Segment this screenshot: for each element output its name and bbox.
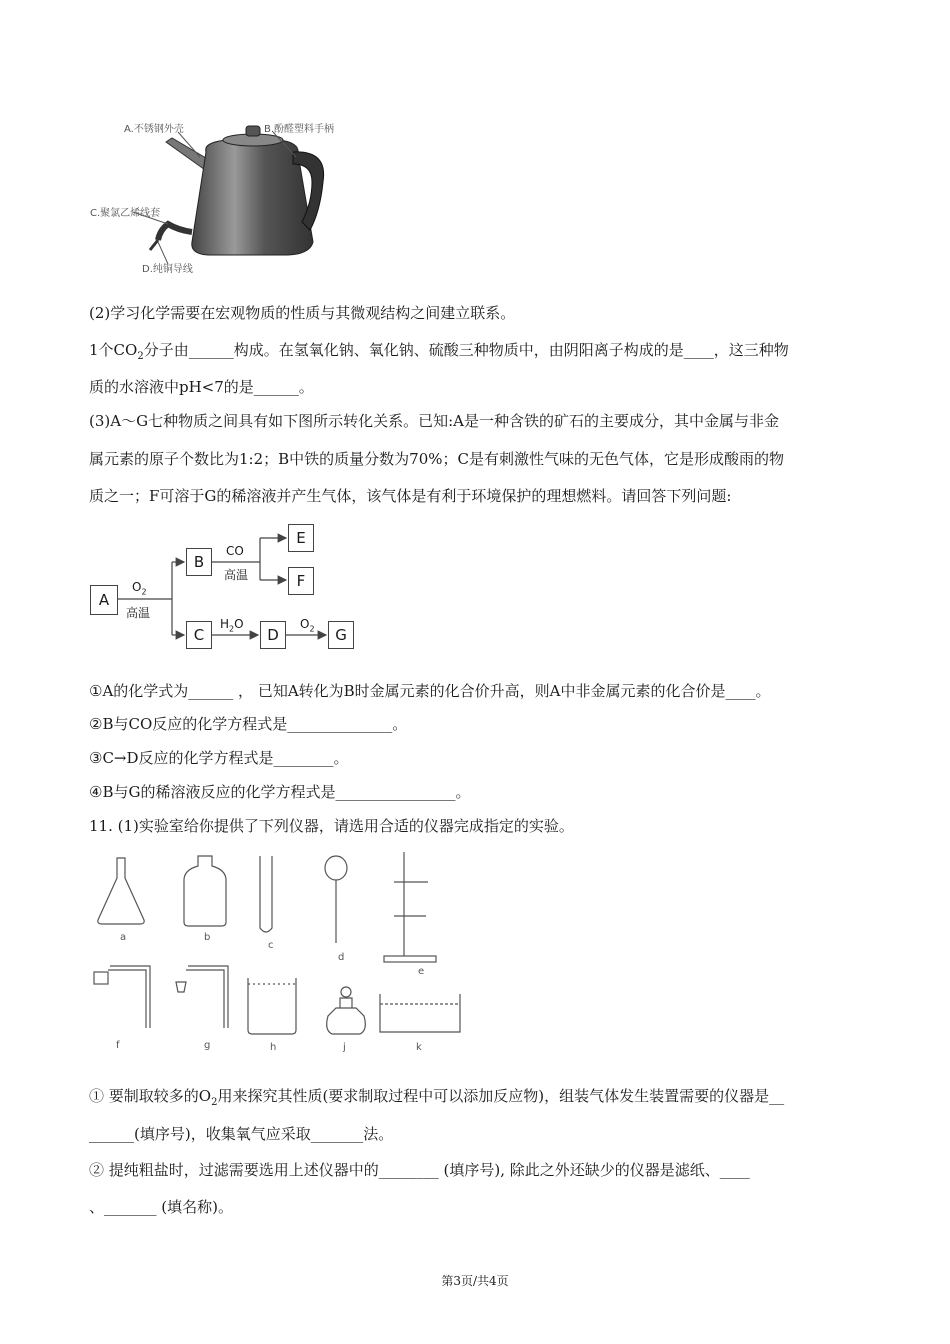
q2-line1-post: 分子由______构成。在氢氧化钠、氧化钠、硫酸三种物质中，由阴阳离子构成的是____，这三种物 bbox=[143, 341, 789, 359]
q11-part1-pre: ① 要制取较多的O bbox=[89, 1087, 212, 1105]
q11-part2: ② 提纯粗盐时，过滤需要选用上述仪器中的________ (填序号), 除此之外还缺少的仪器是滤纸、____ bbox=[89, 1161, 750, 1179]
label-high-temp-b: 高温 bbox=[224, 568, 249, 582]
label-o2-b bbox=[300, 617, 315, 633]
kettle-label-d: D.纯铜导线 bbox=[142, 264, 193, 275]
instrument-label-f: f bbox=[116, 1040, 120, 1051]
instrument-label-d: d bbox=[338, 952, 345, 963]
node-e: E bbox=[288, 524, 314, 552]
q11-part1-post: 用来探究其性质(要求制取过程中可以添加反应物)，组装气体发生装置需要的仪器是__ bbox=[217, 1087, 785, 1105]
q2-line1 bbox=[89, 340, 789, 367]
label-o2-b-sub: 2 bbox=[309, 624, 315, 634]
q11-part1-line2: ______(填序号)，收集氧气应采取_______法。 bbox=[89, 1125, 394, 1143]
q11-part2-line2: 、_______ (填名称)。 bbox=[89, 1198, 233, 1216]
kettle-label-a: A.不锈钢外壳 bbox=[124, 124, 184, 135]
q11-heading: 11. (1)实验室给你提供了下列仪器，请选用合适的仪器完成指定的实验。 bbox=[89, 817, 574, 835]
q11-part1 bbox=[89, 1086, 784, 1113]
label-co: CO bbox=[226, 544, 244, 558]
q2-line1-co2: CO bbox=[113, 341, 138, 359]
label-h2o-tail: O bbox=[234, 617, 244, 631]
instrument-label-j: j bbox=[343, 1042, 346, 1053]
kettle-label-c: C.聚氯乙烯线套 bbox=[90, 208, 161, 219]
instrument-label-e: e bbox=[418, 966, 425, 977]
kettle-figure bbox=[88, 112, 378, 282]
instrument-label-a: a bbox=[120, 932, 127, 943]
answer-2: ②B与CO反应的化学方程式是______________。 bbox=[89, 715, 408, 733]
q2-heading: (2)学习化学需要在宏观物质的性质与其微观结构之间建立联系。 bbox=[89, 304, 516, 322]
node-c: C bbox=[186, 621, 212, 649]
flow-diagram bbox=[88, 522, 368, 652]
label-high-temp-a: 高温 bbox=[126, 606, 151, 620]
label-h2o-text: H bbox=[220, 617, 230, 631]
node-a: A bbox=[90, 585, 118, 615]
page-footer: 第3页/共4页 bbox=[441, 1274, 509, 1288]
node-b: B bbox=[186, 548, 212, 576]
node-g: G bbox=[328, 621, 354, 649]
node-f: F bbox=[288, 567, 314, 595]
kettle-label-b: B.酚醛塑料手柄 bbox=[264, 124, 335, 135]
q2-line1-sub: 2 bbox=[137, 351, 144, 362]
answer-1: ①A的化学式为______ ， 已知A转化为B时金属元素的化合价升高，则A中非金属元素的化合价是____。 bbox=[89, 682, 771, 700]
instrument-label-g: g bbox=[204, 1040, 211, 1051]
label-h2o bbox=[220, 617, 244, 633]
q3-line3: 质之一；F可溶于G的稀溶液并产生气体，该气体是有利于环境保护的理想燃料。请回答下列问题: bbox=[89, 487, 732, 505]
instruments-figure bbox=[88, 848, 478, 1058]
label-o2-b-text: O bbox=[300, 617, 310, 631]
instrument-label-k: k bbox=[416, 1042, 422, 1053]
kettle-image bbox=[88, 112, 378, 282]
instrument-label-c: c bbox=[268, 940, 274, 951]
instrument-label-b: b bbox=[204, 932, 211, 943]
instruments-drawing bbox=[88, 848, 478, 1058]
node-d: D bbox=[260, 621, 286, 649]
label-o2-a-sub: 2 bbox=[141, 587, 147, 597]
label-o2-a-text: O bbox=[132, 580, 142, 594]
q3-line1: (3)A～G七种物质之间具有如下图所示转化关系。已知:A是一种含铁的矿石的主要成分，其中金属与非金 bbox=[89, 412, 779, 430]
q3-line2: 属元素的原子个数比为1:2；B中铁的质量分数为70%；C是有刺激性气味的无色气体，它是形成酸雨的物 bbox=[89, 450, 784, 468]
label-h2o-sub: 2 bbox=[229, 624, 235, 634]
q2-line1-pre: 1个 bbox=[89, 341, 114, 359]
answer-4: ④B与G的稀溶液反应的化学方程式是________________。 bbox=[89, 783, 471, 801]
q2-line2: 质的水溶液中pH<7的是______。 bbox=[89, 378, 314, 396]
q11-part1-sub: 2 bbox=[211, 1097, 218, 1108]
instrument-label-h: h bbox=[270, 1042, 277, 1053]
answer-3: ③C→D反应的化学方程式是________。 bbox=[89, 749, 349, 767]
label-o2-a bbox=[132, 580, 147, 596]
